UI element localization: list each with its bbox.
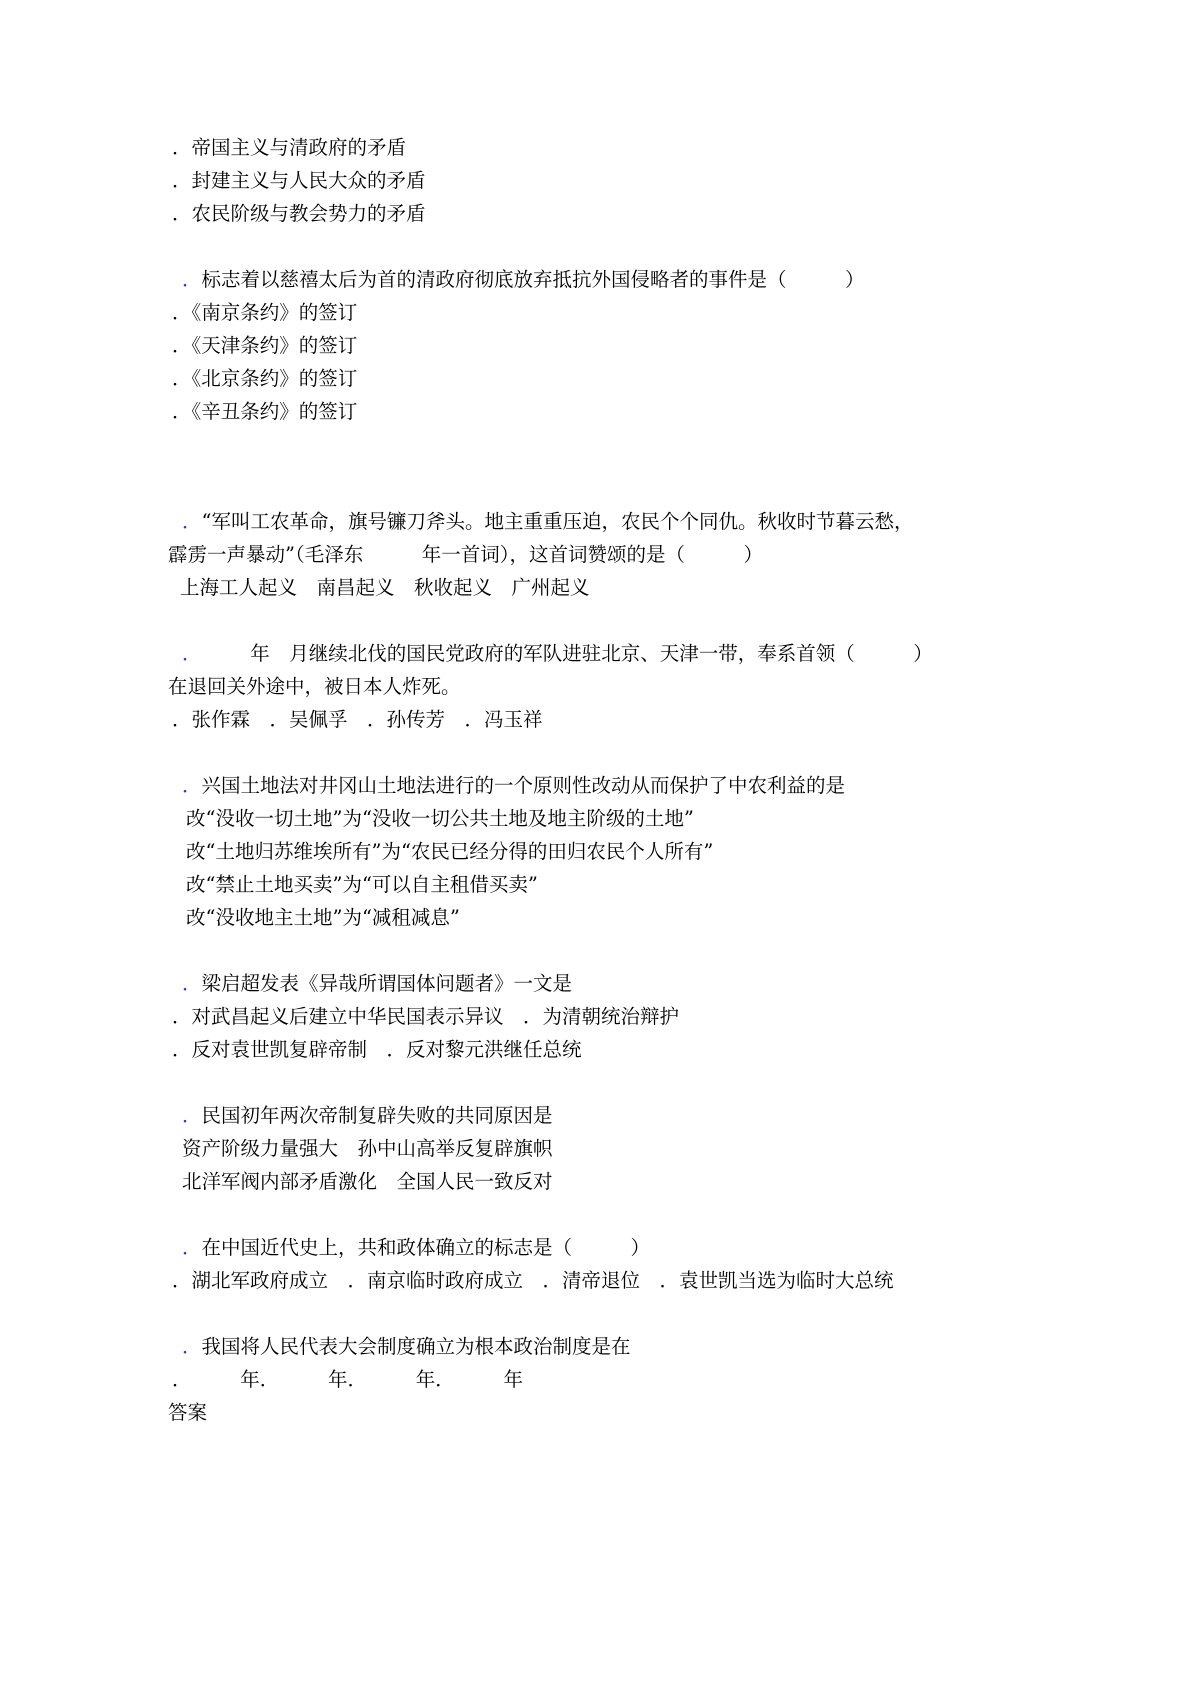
option-line: ．《南京条约》的签订 xyxy=(172,301,358,324)
question-8 xyxy=(182,1335,631,1359)
option-line: ． 年． 年． 年． 年 xyxy=(172,1368,524,1391)
question-1 xyxy=(182,268,865,292)
option-line: 改“没收地主土地”为“减租减息” xyxy=(186,906,460,929)
question-text: 梁启超发表《异哉所谓国体问题者》一文是 xyxy=(201,972,573,995)
question-text: 民国初年两次帝制复辟失败的共同原因是 xyxy=(201,1104,553,1127)
question-text: 年 月继续北伐的国民党政府的军队进驻北京、天津一带，奉系首领（ ） xyxy=(191,642,933,665)
answer-label: 答案 xyxy=(168,1401,208,1424)
question-number-marker: ． xyxy=(182,1335,202,1358)
question-number-marker: ． xyxy=(182,510,202,533)
question-number-marker: ． xyxy=(182,268,202,291)
option-line: 改“没收一切土地”为“没收一切公共土地及地主阶级的土地” xyxy=(186,807,694,830)
option-line: ．反对袁世凯复辟帝制 ．反对黎元洪继任总统 xyxy=(172,1038,582,1061)
question-number-marker: ． xyxy=(182,1104,202,1127)
question-text: 我国将人民代表大会制度确立为根本政治制度是在 xyxy=(201,1335,631,1358)
question-text-cont: 在退回关外途中，被日本人炸死。 xyxy=(168,675,461,698)
question-5 xyxy=(182,972,572,996)
option-line: ．帝国主义与清政府的矛盾 xyxy=(172,136,407,159)
question-4 xyxy=(182,774,845,798)
option-line: 改“禁止土地买卖”为“可以自主租借买卖” xyxy=(186,873,538,896)
option-line: 资产阶级力量强大 孙中山高举反复辟旗帜 xyxy=(182,1137,553,1160)
question-6 xyxy=(182,1104,553,1128)
question-number-marker: ． xyxy=(182,1236,202,1259)
question-2 xyxy=(182,510,914,534)
question-text: 兴国土地法对井冈山土地法进行的一个原则性改动从而保护了中农利益的是 xyxy=(201,774,846,797)
option-line: ．湖北军政府成立 ．南京临时政府成立 ．清帝退位 ．袁世凯当选为临时大总统 xyxy=(172,1269,894,1292)
option-line: ．张作霖 ．吴佩孚 ．孙传芳 ．冯玉祥 xyxy=(172,708,543,731)
option-line: ．《天津条约》的签订 xyxy=(172,334,358,357)
option-line: 改“土地归苏维埃所有”为“农民已经分得的田归农民个人所有” xyxy=(186,840,714,863)
question-text-cont: 霹雳一声暴动”（毛泽东 年一首词），这首词赞颂的是（ ） xyxy=(168,543,763,566)
option-line: 上海工人起义 南昌起义 秋收起义 广州起义 xyxy=(180,576,590,599)
question-text: “军叫工农革命，旗号镰刀斧头。地主重重压迫，农民个个同仇。秋收时节暮云愁， xyxy=(201,510,914,533)
question-3 xyxy=(182,642,933,666)
option-line: ．对武昌起义后建立中华民国表示异议 ．为清朝统治辩护 xyxy=(172,1005,680,1028)
option-line: ．《北京条约》的签订 xyxy=(172,367,358,390)
option-line: ．农民阶级与教会势力的矛盾 xyxy=(172,202,426,225)
option-line: 北洋军阀内部矛盾激化 全国人民一致反对 xyxy=(182,1170,553,1193)
question-number-marker: ． xyxy=(182,642,192,665)
question-7 xyxy=(182,1236,650,1260)
question-text: 标志着以慈禧太后为首的清政府彻底放弃抵抗外国侵略者的事件是（ ） xyxy=(201,268,865,291)
option-line: ．封建主义与人民大众的矛盾 xyxy=(172,169,426,192)
option-line: ．《辛丑条约》的签订 xyxy=(172,400,358,423)
question-number-marker: ． xyxy=(182,774,202,797)
question-text: 在中国近代史上，共和政体确立的标志是（ ） xyxy=(201,1236,651,1259)
question-number-marker: ． xyxy=(182,972,202,995)
